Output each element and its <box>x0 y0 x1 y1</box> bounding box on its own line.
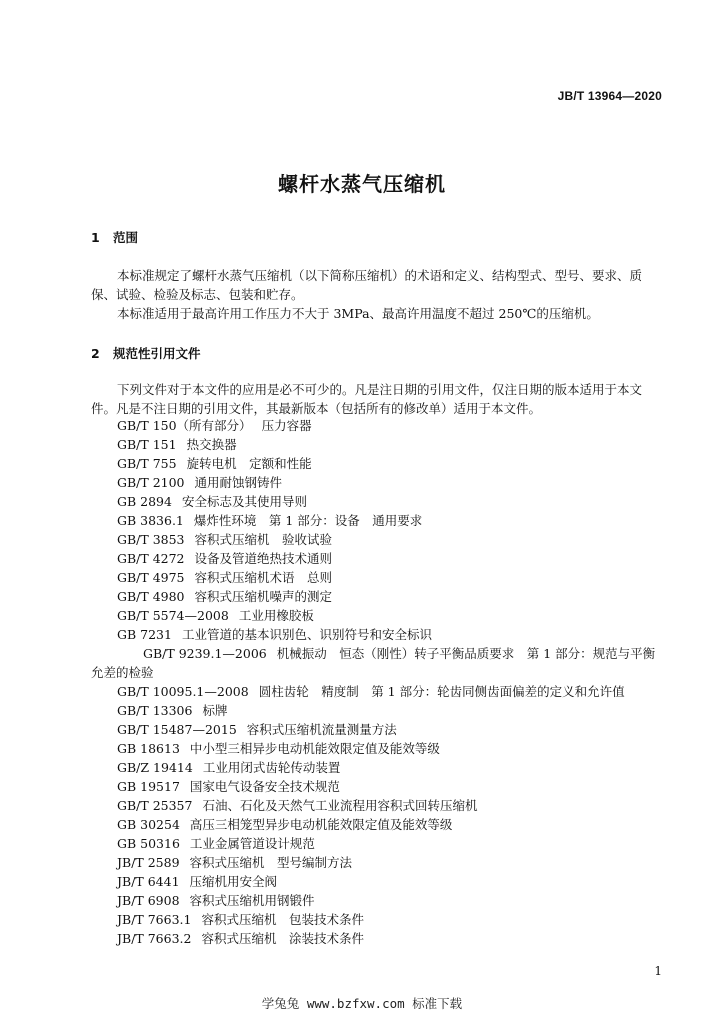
section-number: 1 <box>91 230 100 245</box>
reference-item <box>91 587 663 606</box>
reference-title: 容积式压缩机 验收试验 <box>194 532 333 547</box>
reference-title: 标牌 <box>202 703 228 718</box>
reference-title: 爆炸性环境 第 1 部分：设备 通用要求 <box>193 513 423 528</box>
reference-title: 工业用闭式齿轮传动装置 <box>202 760 341 775</box>
reference-item <box>91 701 663 720</box>
reference-item <box>91 891 663 910</box>
reference-title: 容积式压缩机 包装技术条件 <box>201 912 364 927</box>
reference-code: GB 7231 <box>117 627 172 642</box>
reference-item <box>91 435 663 454</box>
reference-item <box>91 720 663 739</box>
reference-title: 安全标志及其使用导则 <box>181 494 307 509</box>
reference-list <box>91 416 663 948</box>
reference-code: GB 50316 <box>117 836 180 851</box>
reference-code: GB/T 9239.1—2006 <box>143 646 267 661</box>
reference-code: JB/T 6908 <box>117 893 180 908</box>
reference-item <box>91 872 663 891</box>
reference-code: GB 18613 <box>117 741 180 756</box>
reference-item <box>91 796 663 815</box>
reference-item <box>91 416 663 435</box>
reference-code: GB/T 2100 <box>117 475 185 490</box>
reference-code: JB/T 2589 <box>117 855 180 870</box>
reference-code: GB/T 25357 <box>117 798 193 813</box>
reference-code: GB/T 4980 <box>117 589 185 604</box>
reference-title: 国家电气设备安全技术规范 <box>189 779 340 794</box>
reference-title: 容积式压缩机流量测量方法 <box>246 722 397 737</box>
reference-item <box>91 929 663 948</box>
reference-item <box>91 454 663 473</box>
reference-item <box>91 682 663 701</box>
standard-code: JB/T 13964—2020 <box>557 89 662 103</box>
reference-title: 旋转电机 定额和性能 <box>186 456 312 471</box>
reference-code: GB 3836.1 <box>117 513 184 528</box>
references-intro-paragraph: 下列文件对于本文件的应用是必不可少的。凡是注日期的引用文件，仅注日期的版本适用于本文件。凡是不注日期的引用文件，其最新版本（包括所有的修改单）适用于本文件。 <box>91 382 643 416</box>
reference-code: GB/Z 19414 <box>117 760 193 775</box>
reference-code: GB 30254 <box>117 817 180 832</box>
reference-code: GB/T 3853 <box>117 532 185 547</box>
scope-paragraph-1: 本标准规定了螺杆水蒸气压缩机（以下简称压缩机）的术语和定义、结构型式、型号、要求、质保、试验、检验及标志、包装和贮存。 <box>91 268 643 302</box>
reference-code: JB/T 7663.2 <box>117 931 192 946</box>
reference-title: 设备及管道绝热技术通则 <box>194 551 333 566</box>
reference-title: 热交换器 <box>186 437 237 452</box>
reference-title: 容积式压缩机用钢锻件 <box>189 893 315 908</box>
reference-title: 工业管道的基本识别色、识别符号和安全标识 <box>181 627 432 642</box>
reference-title: 容积式压缩机噪声的测定 <box>194 589 333 604</box>
reference-item <box>91 777 663 796</box>
reference-title: 工业金属管道设计规范 <box>189 836 315 851</box>
reference-item <box>91 511 663 530</box>
reference-item <box>91 815 663 834</box>
reference-code: GB/T 13306 <box>117 703 193 718</box>
reference-item <box>91 473 663 492</box>
reference-title: 容积式压缩机 型号编制方法 <box>189 855 353 870</box>
section-heading-normative-references <box>91 344 201 362</box>
reference-code: JB/T 6441 <box>117 874 180 889</box>
reference-title: 工业用橡胶板 <box>238 608 314 623</box>
scope-paragraph-2: 本标准适用于最高许用工作压力不大于 3MPa、最高许用温度不超过 250℃的压缩机。 <box>117 306 599 321</box>
reference-code: GB/T 150（所有部分） <box>117 418 252 433</box>
reference-code: GB 2894 <box>117 494 172 509</box>
reference-code: GB/T 151 <box>117 437 177 452</box>
reference-title: 压缩机用安全阀 <box>189 874 278 889</box>
reference-code: GB/T 755 <box>117 456 177 471</box>
reference-item <box>91 568 663 587</box>
reference-item <box>91 606 663 625</box>
reference-code: GB/T 4975 <box>117 570 185 585</box>
reference-title: 机械振动 恒态（刚性）转子平衡品质要求 第 1 部分：规范与平衡允差的检验 <box>91 646 656 680</box>
reference-item <box>91 853 663 872</box>
reference-item <box>91 549 663 568</box>
reference-code: GB 19517 <box>117 779 180 794</box>
reference-title: 容积式压缩机术语 总则 <box>194 570 333 585</box>
reference-item <box>91 625 663 644</box>
reference-code: GB/T 4272 <box>117 551 185 566</box>
section-title: 规范性引用文件 <box>113 346 201 361</box>
reference-code: GB/T 5574—2008 <box>117 608 229 623</box>
reference-item <box>91 758 663 777</box>
reference-item <box>91 910 663 929</box>
reference-title: 压力容器 <box>261 418 312 433</box>
reference-title: 通用耐蚀钢铸件 <box>194 475 283 490</box>
reference-title: 容积式压缩机 涂装技术条件 <box>201 931 364 946</box>
reference-item <box>91 739 663 758</box>
section-number: 2 <box>91 346 100 361</box>
reference-title: 圆柱齿轮 精度制 第 1 部分：轮齿同侧齿面偏差的定义和允许值 <box>258 684 625 699</box>
reference-item <box>91 492 663 511</box>
reference-item <box>91 530 663 549</box>
reference-code: GB/T 10095.1—2008 <box>117 684 249 699</box>
section-heading-scope <box>91 228 138 246</box>
section-title: 范围 <box>113 230 139 245</box>
page-number: 1 <box>654 964 662 978</box>
reference-title: 石油、石化及天然气工业流程用容积式回转压缩机 <box>202 798 478 813</box>
reference-item <box>91 834 663 853</box>
reference-code: JB/T 7663.1 <box>117 912 192 927</box>
footer-watermark-text: 学兔兔 www.bzfxw.com 标准下载 <box>261 996 463 1011</box>
document-title: 螺杆水蒸气压缩机 <box>278 172 446 196</box>
reference-item <box>91 644 663 682</box>
reference-code: GB/T 15487—2015 <box>117 722 237 737</box>
reference-title: 中小型三相异步电动机能效限定值及能效等级 <box>189 741 440 756</box>
reference-title: 高压三相笼型异步电动机能效限定值及能效等级 <box>189 817 453 832</box>
